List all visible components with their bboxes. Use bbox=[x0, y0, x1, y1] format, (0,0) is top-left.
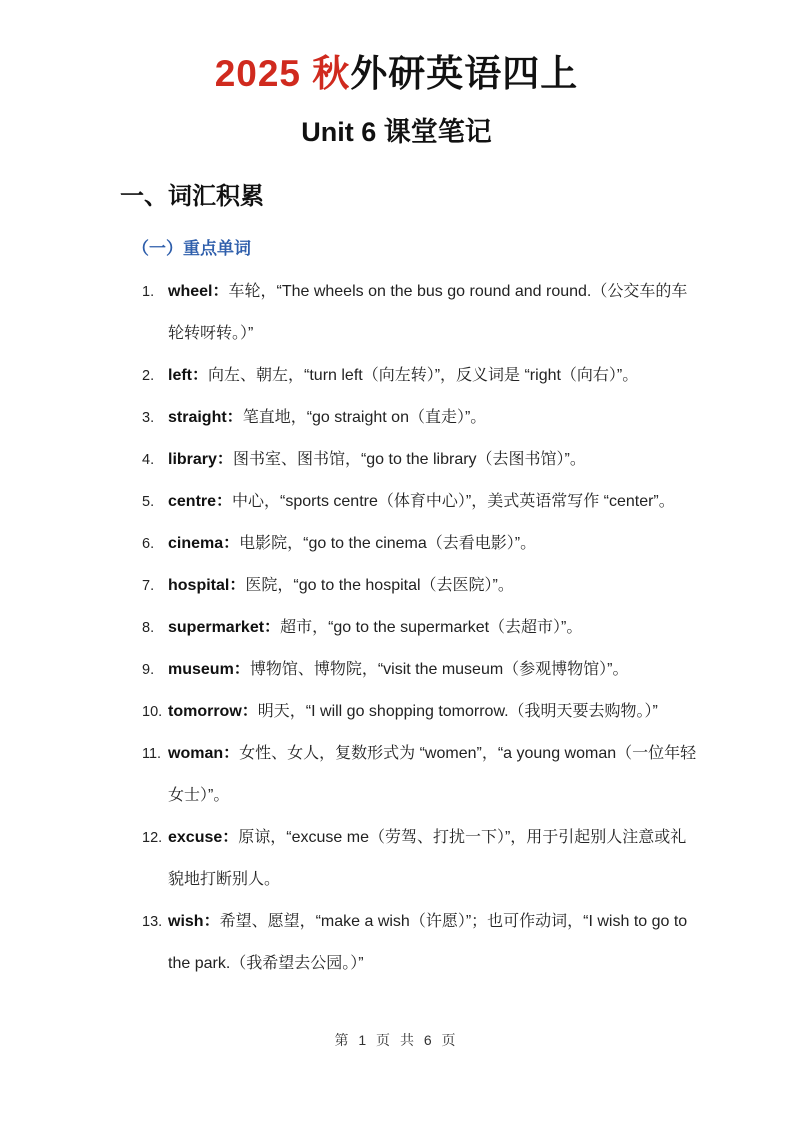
item-number: 10. bbox=[142, 703, 163, 720]
item-content bbox=[168, 481, 698, 523]
item-word: museum bbox=[168, 660, 234, 678]
vocab-item bbox=[142, 397, 698, 439]
item-word: cinema bbox=[168, 534, 224, 552]
item-colon: ： bbox=[233, 660, 250, 678]
item-number: 1. bbox=[142, 283, 155, 300]
item-desc: 笔直地，“go straight on（直走）”。 bbox=[242, 408, 487, 426]
item-content bbox=[168, 523, 698, 565]
item-content bbox=[168, 817, 698, 901]
item-desc: 向左、朝左，“turn left（向左转）”，反义词是 “right（向右）”。 bbox=[208, 366, 639, 384]
item-content bbox=[168, 397, 698, 439]
item-content bbox=[168, 901, 698, 985]
item-desc: 车轮，“The wheels on the bus go round and round.（公交车的车轮转呀转。）” bbox=[168, 282, 688, 342]
item-desc: 超市，“go to the supermarket（去超市）”。 bbox=[280, 618, 583, 636]
item-content bbox=[168, 355, 698, 397]
item-colon: ： bbox=[223, 744, 240, 762]
item-desc: 希望、愿望，“make a wish（许愿）”；也可作动词，“I wish to go to the park.（我希望去公园。）” bbox=[168, 912, 688, 972]
item-content bbox=[168, 565, 698, 607]
item-colon: ： bbox=[264, 618, 281, 636]
item-colon: ： bbox=[192, 366, 209, 384]
item-word: left bbox=[168, 366, 192, 384]
item-colon: ： bbox=[216, 450, 233, 468]
item-content bbox=[168, 271, 698, 355]
item-desc: 中心，“sports centre（体育中心）”，美式英语常写作 “center”。 bbox=[232, 492, 675, 510]
item-desc: 明天，“I will go shopping tomorrow.（我明天要去购物。）” bbox=[257, 702, 658, 720]
vocab-item bbox=[142, 733, 698, 817]
page-title bbox=[0, 52, 793, 96]
item-colon: ： bbox=[212, 282, 229, 300]
item-colon: ： bbox=[241, 702, 258, 720]
vocab-item bbox=[142, 523, 698, 565]
vocab-item bbox=[142, 565, 698, 607]
item-content bbox=[168, 649, 698, 691]
vocab-item bbox=[142, 901, 698, 985]
item-desc: 女性、女人，复数形式为 “women”，“a young woman（一位年轻女士）”。 bbox=[168, 744, 697, 804]
item-colon: ： bbox=[203, 912, 220, 930]
item-desc: 博物馆、博物院，“visit the museum（参观博物馆）”。 bbox=[249, 660, 629, 678]
item-number: 7. bbox=[142, 577, 155, 594]
item-colon: ： bbox=[222, 828, 239, 846]
item-word: supermarket bbox=[168, 618, 265, 636]
item-desc: 原谅，“excuse me（劳驾、打扰一下）”，用于引起别人注意或礼貌地打断别人。 bbox=[168, 828, 687, 888]
vocab-item bbox=[142, 481, 698, 523]
vocab-item bbox=[142, 649, 698, 691]
vocab-item bbox=[142, 439, 698, 481]
item-colon: ： bbox=[229, 576, 246, 594]
item-number: 8. bbox=[142, 619, 155, 636]
item-word: tomorrow bbox=[168, 702, 242, 720]
item-word: centre bbox=[168, 492, 217, 510]
item-number: 3. bbox=[142, 409, 155, 426]
item-desc: 电影院，“go to the cinema（去看电影）”。 bbox=[239, 534, 537, 552]
title-course-name: 外研英语四上 bbox=[350, 53, 579, 94]
item-colon: ： bbox=[226, 408, 243, 426]
item-content bbox=[168, 607, 698, 649]
item-number: 4. bbox=[142, 451, 155, 468]
item-number: 6. bbox=[142, 535, 155, 552]
title-year-term: 2025 秋 bbox=[214, 53, 351, 94]
vocab-item bbox=[142, 355, 698, 397]
page-header bbox=[0, 0, 793, 149]
vocab-item bbox=[142, 817, 698, 901]
item-content bbox=[168, 439, 698, 481]
item-number: 2. bbox=[142, 367, 155, 384]
item-content bbox=[168, 691, 698, 733]
item-word: woman bbox=[168, 744, 224, 762]
item-word: library bbox=[168, 450, 217, 468]
item-word: wish bbox=[168, 912, 204, 930]
vocab-item bbox=[142, 607, 698, 649]
subsection-heading-key-words: （一）重点单词 bbox=[132, 238, 251, 258]
item-number: 12. bbox=[142, 829, 163, 846]
item-desc: 医院，“go to the hospital（去医院）”。 bbox=[245, 576, 514, 594]
item-word: hospital bbox=[168, 576, 230, 594]
item-number: 11. bbox=[142, 745, 162, 762]
page-subtitle: Unit 6 课堂笔记 bbox=[301, 117, 492, 148]
item-colon: ： bbox=[223, 534, 240, 552]
item-content bbox=[168, 733, 698, 817]
item-number: 9. bbox=[142, 661, 155, 678]
item-colon: ： bbox=[216, 492, 233, 510]
item-word: excuse bbox=[168, 828, 223, 846]
item-number: 5. bbox=[142, 493, 155, 510]
page-footer: 第 1 页 共 6 页 bbox=[334, 1032, 459, 1048]
item-word: straight bbox=[168, 408, 227, 426]
item-word: wheel bbox=[168, 282, 213, 300]
item-desc: 图书室、图书馆，“go to the library（去图书馆）”。 bbox=[232, 450, 586, 468]
item-number: 13. bbox=[142, 913, 163, 930]
section-heading-vocabulary: 一、词汇积累 bbox=[120, 182, 264, 210]
vocab-item bbox=[142, 271, 698, 355]
vocab-list bbox=[142, 271, 698, 985]
vocab-item bbox=[142, 691, 698, 733]
